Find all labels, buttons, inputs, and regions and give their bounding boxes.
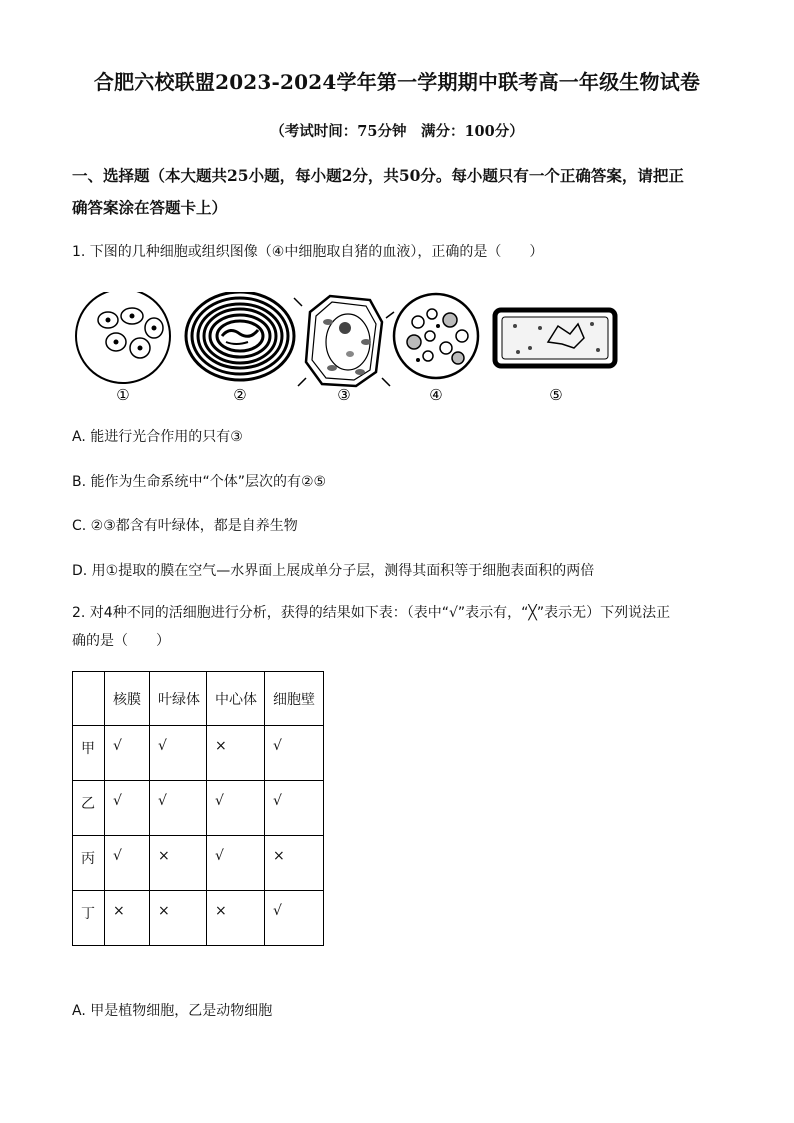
table-cell: √ xyxy=(207,781,265,836)
table-header-cell: 核膜 xyxy=(105,672,150,726)
table-cell: √ xyxy=(265,891,324,946)
table-header-cell: 中心体 xyxy=(207,672,265,726)
q2-option-a: A. 甲是植物细胞，乙是动物细胞 xyxy=(72,1003,273,1019)
figure-label-3: ③ xyxy=(337,386,351,404)
cell-image-3 xyxy=(294,296,394,386)
table-cell: × xyxy=(150,836,207,891)
table-cell: √ xyxy=(265,781,324,836)
table-cell: √ xyxy=(207,836,265,891)
table-cell: 乙 xyxy=(73,781,105,836)
table-cell: 甲 xyxy=(73,726,105,781)
table-cell: 丙 xyxy=(73,836,105,891)
table-cell: × xyxy=(207,891,265,946)
table-cell: √ xyxy=(105,781,150,836)
figure-label-1: ① xyxy=(116,386,130,404)
table-cell: √ xyxy=(150,726,207,781)
figure-label-4: ④ xyxy=(429,386,443,404)
table-cell: × xyxy=(105,891,150,946)
question-2-stem-line-2: 确的是（ ） xyxy=(72,633,170,649)
table-row xyxy=(73,891,324,946)
section-heading-line-2: 确答案涂在答题卡上） xyxy=(72,198,228,217)
table-header-cell: 细胞壁 xyxy=(265,672,324,726)
table-cell: × xyxy=(265,836,324,891)
table-cell: 丁 xyxy=(73,891,105,946)
cell-image-4 xyxy=(394,294,478,378)
cell-image-2 xyxy=(186,292,294,380)
table-header-cell xyxy=(73,672,105,726)
cell-figure xyxy=(70,292,630,404)
table-cell: √ xyxy=(105,836,150,891)
table-header-cell: 叶绿体 xyxy=(150,672,207,726)
table-cell: √ xyxy=(265,726,324,781)
cell-structure-table xyxy=(72,671,324,946)
q1-option-c: C. ②③都含有叶绿体，都是自养生物 xyxy=(72,518,298,534)
section-heading-line-1: 一、选择题（本大题共25小题，每小题2分，共50分。每小题只有一个正确答案，请把正 xyxy=(72,166,684,185)
q1-option-a: A. 能进行光合作用的只有③ xyxy=(72,429,243,445)
q1-option-b: B. 能作为生命系统中“个体”层次的有②⑤ xyxy=(72,474,327,490)
question-2-stem-line-1: 2. 对4种不同的活细胞进行分析，获得的结果如下表：（表中“√”表示有，“╳”表示无）下列说法正 xyxy=(72,605,671,621)
exam-subtitle: （考试时间：75分钟 满分：100分） xyxy=(270,123,524,140)
table-row xyxy=(73,781,324,836)
table-row xyxy=(73,836,324,891)
figure-label-2: ② xyxy=(233,386,247,404)
table-header-row xyxy=(73,672,324,726)
exam-title: 合肥六校联盟2023-2024学年第一学期期中联考高一年级生物试卷 xyxy=(93,70,701,94)
section-heading xyxy=(72,160,722,224)
table-cell: √ xyxy=(150,781,207,836)
table-row xyxy=(73,726,324,781)
question-1-stem: 1. 下图的几种细胞或组织图像（④中细胞取自猪的血液），正确的是（ ） xyxy=(72,244,544,260)
table-cell: × xyxy=(150,891,207,946)
question-2-stem xyxy=(72,599,722,655)
cell-image-5 xyxy=(495,310,615,366)
table-cell: × xyxy=(207,726,265,781)
cell-image-1 xyxy=(76,292,170,383)
figure-label-5: ⑤ xyxy=(549,386,563,404)
table-cell: √ xyxy=(105,726,150,781)
q1-option-d: D. 用①提取的膜在空气—水界面上展成单分子层，测得其面积等于细胞表面积的两倍 xyxy=(72,563,595,579)
